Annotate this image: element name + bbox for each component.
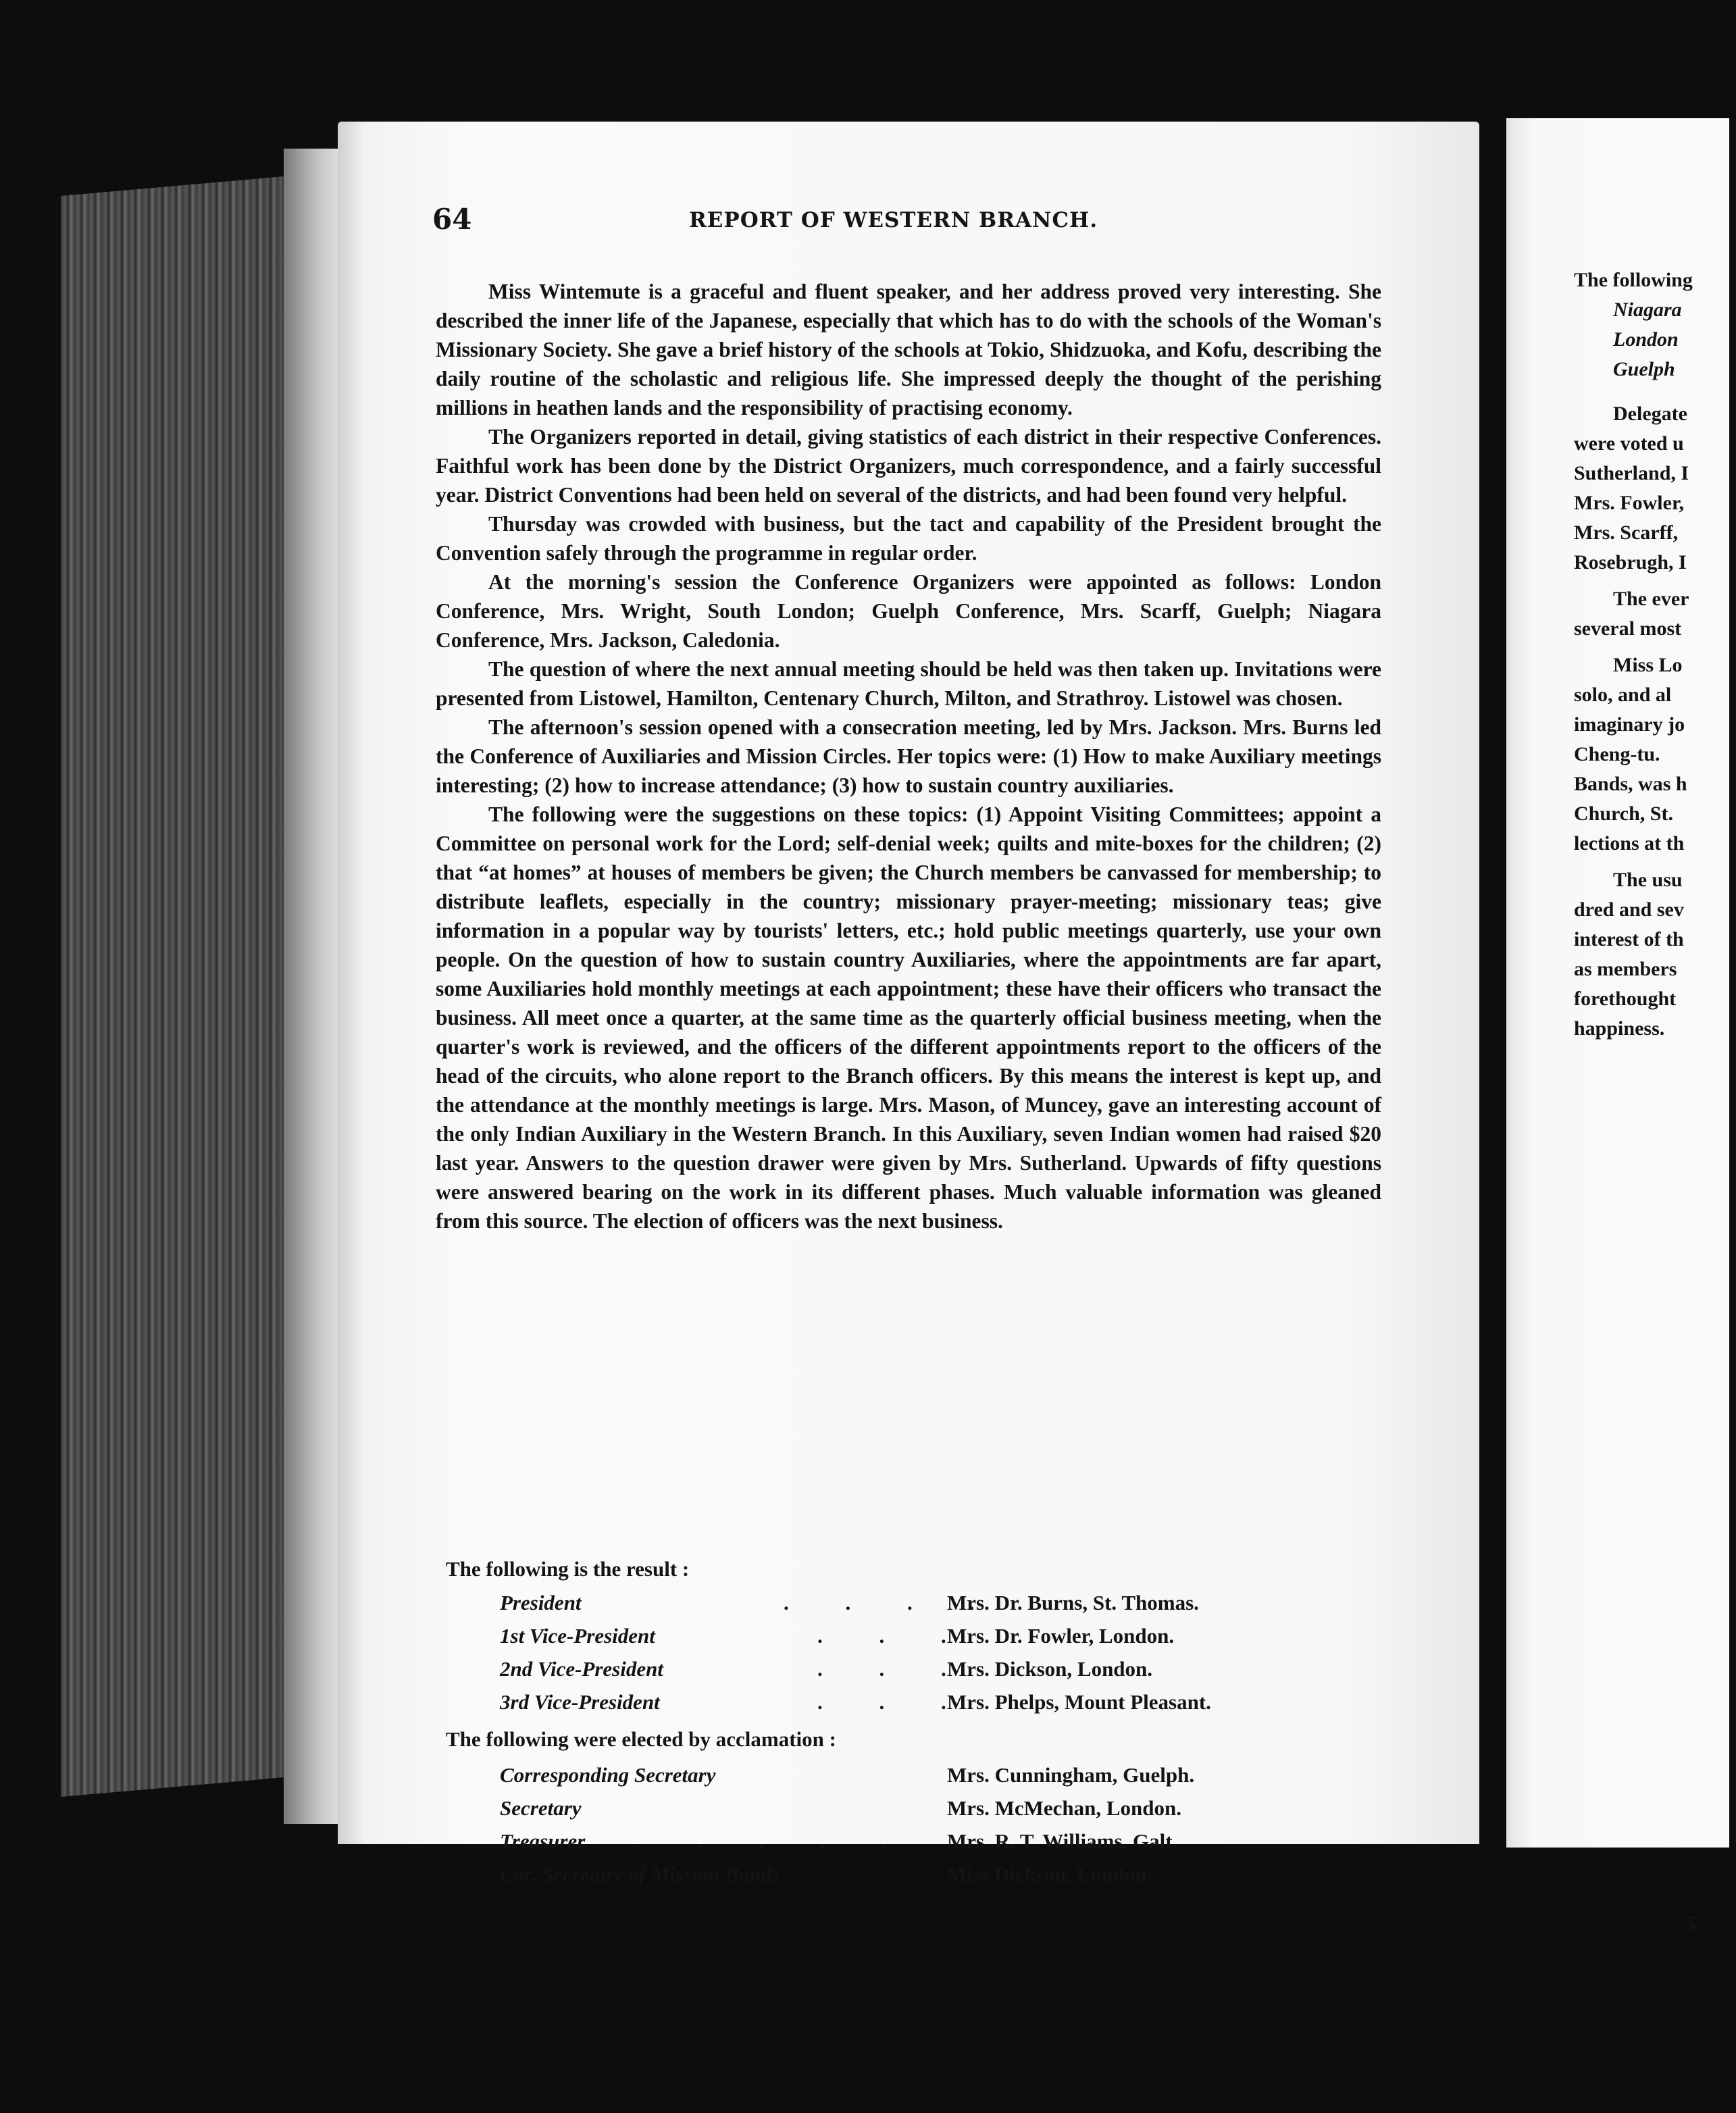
- paragraph: The Organizers reported in detail, giving statistics of each district in their respective Conferences. Faithful work has been done by the District Organizers, much correspondence, and a fairly successful year. District Conventions had been held on several of the districts, and had been found very helpful.: [436, 425, 1381, 507]
- elected-officers-list: [500, 1591, 1351, 1723]
- leader-dots: . . .: [817, 1690, 972, 1714]
- paragraph: The following were the suggestions on these topics: (1) Appoint Visiting Committees; appoint a Committee on personal work for the Lord; self-denial week; quilts and mite-boxes for the children; (2) that “at homes” at houses of members be given; the Church members be canvassed for membership; to distribute leaflets, especially in the country; missionary prayer-meeting; missionary teas; give information in a popular way by tourists' letters, etc.; hold public meetings quarterly, use your own people. On the question of how to sustain country Auxiliaries, where the appointments are far apart, some Auxiliaries hold monthly meetings at each appointment; these have their officers who transact the business. All meet once a quarter, at the same time as the quarterly official business meeting, when the quarter's work is reviewed, and the officers of the different appointments report to the officers of the head of the circuits, who alone report to the Branch officers. By this means the interest is kept up, and the attendance at the monthly meetings is large. Mrs. Mason, of Muncey, gave an interesting account of the only Indian Auxiliary in the Western Branch. In this Auxiliary, seven Indian women had raised $20 last year. Answers to the question drawer were given by Mrs. Sutherland. Upwards of fifty questions were answered bearing on the work in its different phases. Much valuable information was gleaned from this source. The election of officers was the next business.: [436, 803, 1381, 1233]
- left-page: [338, 122, 1479, 1886]
- text-line: imaginary jo: [1574, 713, 1685, 736]
- paragraph: The afternoon's session opened with a consecration meeting, led by Mrs. Jackson. Mrs. Burns led the Conference of Auxiliaries and Mission Circles. Her topics were: (1) How to make Auxiliary meetings interesting; (2) how to increase attendance; (3) how to sustain country auxiliaries.: [436, 715, 1381, 797]
- text-line: solo, and al: [1574, 684, 1672, 706]
- text-line: dred and sev: [1574, 898, 1684, 921]
- text-line: Delegate: [1613, 403, 1687, 425]
- text-line: Church, St.: [1574, 803, 1673, 825]
- text-line: London: [1613, 328, 1679, 351]
- officer-role: 1st Vice-President: [500, 1624, 655, 1648]
- text-line: The following: [1574, 269, 1693, 291]
- leader-dots: . . . .: [784, 1591, 1000, 1614]
- officer-row: [500, 1796, 1351, 1829]
- leader-dots: . . . . .: [635, 1829, 913, 1853]
- text-line: Niagara: [1613, 299, 1682, 321]
- text-line: Mrs. Scarff,: [1574, 521, 1679, 544]
- officer-role: Cor. Secretary of Mission Bands: [500, 1862, 780, 1886]
- text-line: Miss Lo: [1613, 654, 1683, 676]
- text-line: as members: [1574, 958, 1677, 980]
- text-line: Guelph: [1613, 358, 1675, 380]
- leader-dots: . . .: [817, 1657, 972, 1681]
- officer-name: Mrs. Phelps, Mount Pleasant.: [947, 1690, 1211, 1714]
- officer-row: [500, 1862, 1351, 1895]
- paragraph: The question of where the next annual meeting should be held was then taken up. Invitations were presented from Listowel, Hamilton, Centenary Church, Milton, and Strathroy. Listowel was chosen.: [436, 657, 1381, 710]
- page-number: 64: [432, 203, 472, 236]
- officer-name: Miss Dickson, London.: [947, 1862, 1152, 1886]
- acclamation-heading: The following were elected by acclamation :: [446, 1727, 836, 1751]
- right-page-text: [1574, 265, 1736, 1044]
- text-line: The ever: [1613, 588, 1689, 610]
- text-line: The usu: [1613, 869, 1683, 891]
- text-line: happiness.: [1574, 1017, 1665, 1040]
- text-line: interest of th: [1574, 928, 1684, 950]
- leader-dots: . . .: [817, 1624, 972, 1648]
- paragraph: At the morning's session the Conference Organizers were appointed as follows: London Conference, Mrs. Wright, South London; Guelph Conference, Mrs. Scarff, Guelph; Niagara Conference, Mrs. Jackson, Caledonia.: [436, 570, 1381, 652]
- officer-role: 2nd Vice-President: [500, 1657, 663, 1681]
- officer-name: Mrs. R. T. Williams, Galt.: [947, 1829, 1178, 1853]
- officer-role: Corresponding Secretary: [500, 1763, 716, 1787]
- text-line: Bands, was h: [1574, 773, 1687, 795]
- acclamation-officers-list: [500, 1763, 1351, 1895]
- page-header: [432, 203, 1385, 257]
- blank-line: [1574, 384, 1736, 399]
- text-line: forethought: [1574, 988, 1677, 1010]
- text-line: several most: [1574, 617, 1682, 640]
- officer-role: Treasurer: [500, 1829, 586, 1853]
- book-gutter: [1479, 135, 1510, 1851]
- book-page-edge: [284, 149, 344, 1824]
- officer-row: [500, 1690, 1351, 1723]
- right-page-signature-number: 5: [1685, 1912, 1696, 1937]
- officer-name: Mrs. Dr. Burns, St. Thomas.: [947, 1591, 1199, 1614]
- text-line: Sutherland, I: [1574, 462, 1689, 484]
- running-head: REPORT OF WESTERN BRANCH.: [689, 208, 1098, 232]
- body-text: [436, 277, 1381, 1236]
- officer-name: Mrs. McMechan, London.: [947, 1796, 1182, 1820]
- officer-row: [500, 1657, 1351, 1690]
- right-page: [1506, 118, 1729, 1937]
- text-line: Rosebrugh, I: [1574, 551, 1687, 574]
- officer-name: Mrs. Cunningham, Guelph.: [947, 1763, 1195, 1787]
- text-line: lections at th: [1574, 832, 1685, 855]
- text-line: Cheng-tu.: [1574, 743, 1660, 765]
- paragraph: Thursday was crowded with business, but the tact and capability of the President brought the Convention safely through the programme in regular order.: [436, 512, 1381, 565]
- officer-role: 3rd Vice-President: [500, 1690, 660, 1714]
- officer-name: Mrs. Dickson, London.: [947, 1657, 1153, 1681]
- result-heading: The following is the result :: [446, 1557, 690, 1581]
- text-line: Mrs. Fowler,: [1574, 492, 1685, 514]
- text-line: were voted u: [1574, 432, 1684, 455]
- officer-row: [500, 1624, 1351, 1657]
- officer-row: [500, 1829, 1351, 1862]
- officer-name: Mrs. Dr. Fowler, London.: [947, 1624, 1175, 1648]
- officer-role: President: [500, 1591, 582, 1614]
- officer-row: [500, 1763, 1351, 1796]
- paragraph: Miss Wintemute is a graceful and fluent speaker, and her address proved very interesting. She described the inner life of the Japanese, especially that which has to do with the schools of the Woman's Missionary Society. She gave a brief history of the schools at Tokio, Shidzuoka, and Kofu, describing the daily routine of the scholastic and religious life. She impressed deeply the thought of the perishing millions in heathen lands and the responsibility of practising economy.: [436, 280, 1381, 419]
- officer-role: Secretary: [500, 1796, 582, 1820]
- officer-row: [500, 1591, 1351, 1624]
